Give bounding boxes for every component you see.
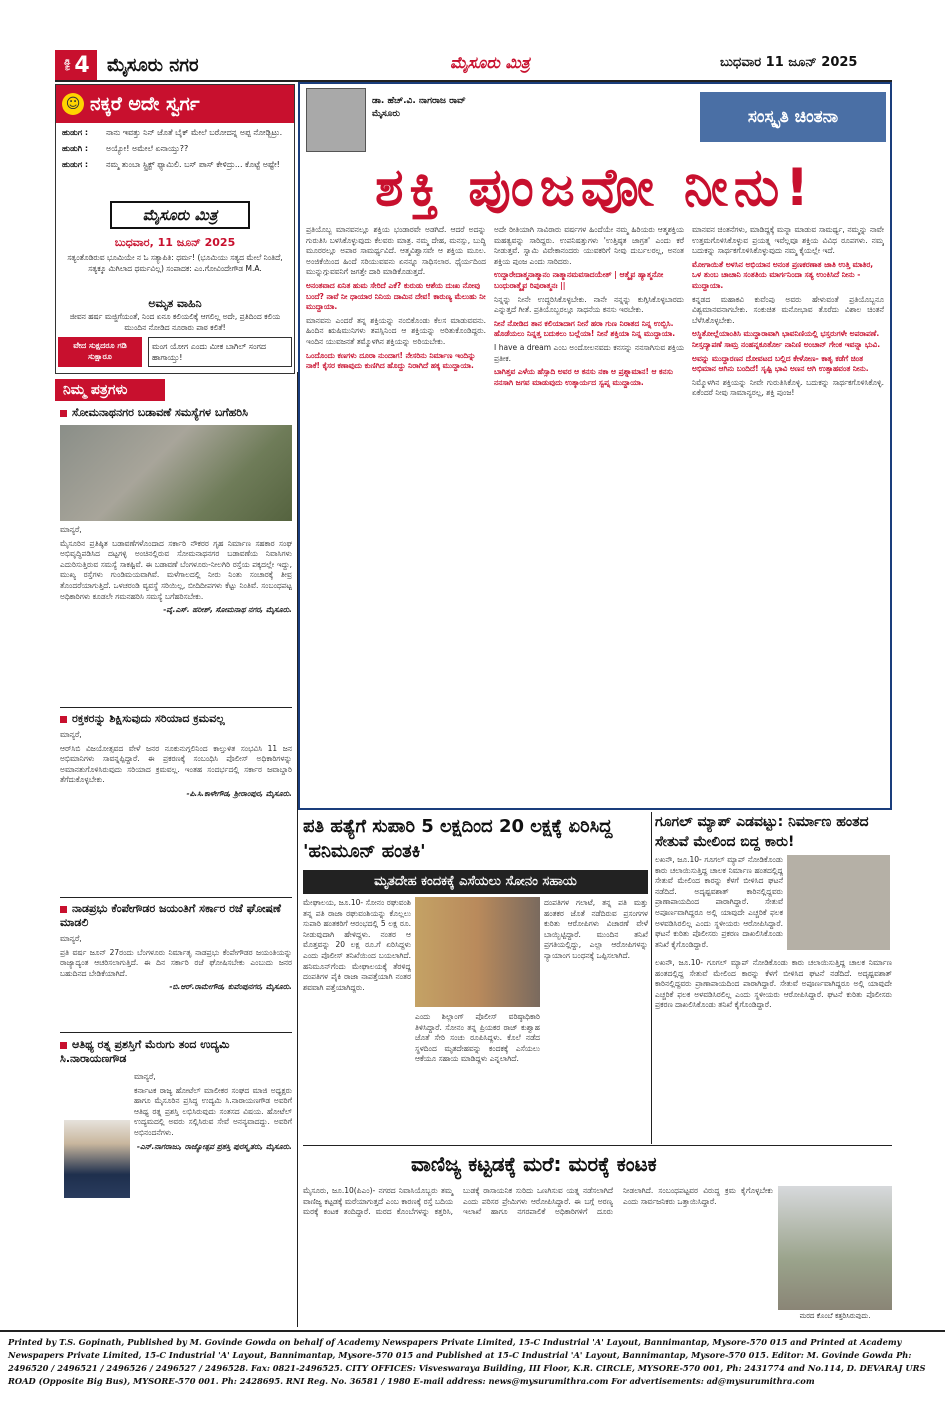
joke-line [56, 143, 294, 155]
letter-body: ಮಾನ್ಯರೆ, ಕರ್ನಾಟಕ ರಾಜ್ಯ ಹೋಟೆಲ್ ಮಾಲೀಕರ ಸಂಘದ ಮಾಜಿ ಅಧ್ಯಕ್ಷರು ಹಾಗೂ ಮೈಸೂರಿನ ಪ್ರಸಿದ್ಧ ಉದ್ಯಮಿ ಸಿ.ನಾರಾಯಣಗೌಡ ಅವರಿಗೆ ಆತಿಥ್ಯ ರತ್ನ ಪ್ರಶಸ್ತಿ ಲಭಿಸಿರುವುದು ಸಂತಸದ ವಿಷಯ. ಹೋಟೆಲ್ ಉದ್ಯಮದಲ್ಲಿ ಅವರು ಸಲ್ಲಿಸಿರುವ ಸೇವೆ ಅನನ್ಯವಾದದ್ದು. ಅವರಿಗೆ ಅಭಿನಂದನೆಗಳು. -ಎನ್.ನಾಗರಾಜು, ರಾಜ್ಯೋತ್ಸವ ಪ್ರಶಸ್ತಿ ಪುರಸ್ಕೃತರು, ಮೈಸೂರು. [134, 1072, 292, 1151]
panchanga-date: ಬುಧವಾರ, 11 ಜೂನ್ 2025 [114, 236, 236, 249]
joke-speaker: ಹುಡುಗಿ : [62, 144, 89, 153]
divider [60, 707, 292, 708]
divider [303, 1145, 892, 1146]
proverb-right: ಮಂಗ ಯೋಗ ಎಂದು ಮೀಕ ಬಾಗಿಲ್ ಸಂಗದ ಹಾಗಾಯ್ತು! [148, 337, 292, 367]
feature-headline: ಶಕ್ತಿ ಪುಂಜವೋ ನೀನು! [375, 158, 815, 218]
bullet-square-icon [60, 1042, 67, 1049]
joke-line [56, 159, 294, 171]
page-number-badge [55, 50, 97, 80]
joke-text: ನಾನು ಇವತ್ತು ನಿನ್ ಜೊತೆ ಬೈಕ್ ಮೇಲೆ ಬರೋದನ್ನ ಅಪ್ಪ ನೋಡ್ಬಿಟ್ರು. [106, 128, 283, 137]
honeymoon-column-1: ಮೇಘಾಲಯ, ಜೂ.10- ಸೋನಂ ರಘುವಂಶಿ ತನ್ನ ಪತಿ ರಾಜಾ ರಘುವಂಶಿಯನ್ನು ಕೊಲ್ಲಲು ಸುಪಾರಿ ಹಂತಕರಿಗೆ ಆರಂಭದಲ್ಲಿ 5 ಲಕ್ಷ ರೂ. ನೀಡುವುದಾಗಿ ಹೇಳಿದ್ದಳು. ನಂತರ ಆ ಮೊತ್ತವನ್ನು 20 ಲಕ್ಷ ರೂ.ಗೆ ಏರಿಸಿದ್ದಳು ಎಂದು ಪೊಲೀಸ್ ತನಿಖೆಯಿಂದ ಬಯಲಾಗಿದೆ. ಹನಿಮೂನ್‌ಗೆಂದು ಮೇಘಾಲಯಕ್ಕೆ ತೆರಳಿದ್ದ ದಂಪತಿಗಳ ಪೈಕಿ ರಾಜಾ ನಾಪತ್ತೆಯಾಗಿ ನಂತರ ಶವವಾಗಿ ಪತ್ತೆಯಾಗಿದ್ದರು. [303, 898, 411, 992]
joke-speaker: ಹುಡುಗ : [62, 128, 89, 137]
letter-body: ಮಾನ್ಯರೆ, ಆರ್‌ಸಿಬಿ ವಿಜಯೋತ್ಸವದ ವೇಳೆ ಜನರ ನೂಕುನುಗ್ಗಲಿನಿಂದ ಕಾಲ್ತುಳಿತ ಸಂಭವಿಸಿ 11 ಜನ ಅಭಿಮಾನಿಗಳು ಸಾವನ್ನಪ್ಪಿದ್ದಾರೆ. ಈ ಪ್ರಕರಣಕ್ಕೆ ಸಂಬಂಧಿಸಿ ಪೊಲೀಸ್ ಅಧಿಕಾರಿಗಳನ್ನು ಅಮಾನತುಗೊಳಿಸಿರುವುದು ಸರಿಯಾದ ಕ್ರಮವಲ್ಲ. ಇಂತಹ ಸಂದರ್ಭದಲ್ಲಿ ಸರ್ಕಾರ ಜವಾಬ್ದಾರಿ ತೆಗೆದುಕೊಳ್ಳಬೇಕು. -ಪಿ.ಸಿ.ಕಾಳೇಗೌಡ, ಶ್ರೀರಾಂಪುರ, ಮೈಸೂರು. [60, 730, 292, 798]
joke-speaker: ಹುಡುಗ : [62, 160, 89, 169]
section-title: ಮೈಸೂರು ನಗರ [107, 54, 199, 76]
issue-date: ಬುಧವಾರ 11 ಜೂನ್ 2025 [720, 55, 858, 70]
page-label: ಪುಟ [63, 59, 73, 71]
honeymoon-column-3: ದಂಪತಿಗಳ ಗಲಾಟೆ, ತನ್ನ ಪತಿ ಮತ್ತು ಹಂತಕರ ಜೊತೆ ನಡೆದಿರುವ ಪ್ರಸಂಗಗಳ ಕುರಿತು ಆರೋಪಿಗಳು ವಿಚಾರಣೆ ವೇಳೆ ಬಾಯ್ಬಿಟ್ಟಿದ್ದಾರೆ. ಮುಂದಿನ ತನಿಖೆ ಪ್ರಗತಿಯಲ್ಲಿದ್ದು, ಎಲ್ಲಾ ಆರೋಪಿಗಳನ್ನು ನ್ಯಾಯಾಂಗ ಬಂಧನಕ್ಕೆ ಒಪ್ಪಿಸಲಾಗಿದೆ. [544, 898, 648, 960]
photo-caption: ಮರದ ಕೊಂಬೆ ಕತ್ತರಿಸಿರುವುದು. [799, 1312, 871, 1320]
author-name: ಡಾ. ಹೆಚ್.ವಿ. ನಾಗರಾಜ ರಾವ್ [372, 96, 466, 106]
paper-logo: ಮೈಸೂರು ಮಿತ್ರ [110, 201, 250, 229]
imprint-footer: Printed by T.S. Gopinath, Published by M. Govinde Gowda on behalf of Academy Newspapers Private Limited, 15-C Industrial 'A' Layout, Bannimantap, Mysore-570 015 and Printed at Academy Newspapers Private Limited, 15-C Industrial 'A' Layout, Bannimantap, Mysore-570 015 and Published at 15-C Industrial 'A' Layout, Bannimantap, Mysore-570 015. Editor: M. Govinde Gowda Ph: 2496520 / 2496521 / 2496526 / 2496527 / 2496528. Fax: 0821-2496525. CITY OFFICES: Visveswaraya Building, III Floor, K.R. CIRCLE, MYSORE-570 001, Ph: 2431774 and No.114, D. DEVARAJ URS ROAD (Opposite Big Bus), MYSORE-570 001. Ph: 2428695. RNI Reg. No. 36581 / 1980 E-mail address: news@mysurumithra.com For advertisements: ad@mysurumithra.com [0, 1330, 945, 1424]
googlemaps-body: ಲಖನೌ, ಜೂ.10- ಗೂಗಲ್ ಮ್ಯಾಪ್ ನೋಡಿಕೊಂಡು ಕಾರು ಚಲಾಯಿಸುತ್ತಿದ್ದ ಚಾಲಕ ನಿರ್ಮಾಣ ಹಂತದಲ್ಲಿದ್ದ ಸೇತುವೆ ಮೇಲಿಂದ ಕಾರನ್ನು ಕೆಳಗೆ ಬೀಳಿಸಿದ ಘಟನೆ ನಡೆದಿದೆ. ಅದೃಷ್ಟವಶಾತ್ ಕಾರಿನಲ್ಲಿದ್ದವರು ಪ್ರಾಣಾಪಾಯದಿಂದ ಪಾರಾಗಿದ್ದಾರೆ. ಸೇತುವೆ ಅಪೂರ್ಣವಾಗಿದ್ದರೂ ಅಲ್ಲಿ ಯಾವುದೇ ಎಚ್ಚರಿಕೆ ಫಲಕ ಅಳವಡಿಸಿರಲಿಲ್ಲ ಎಂದು ಸ್ಥಳೀಯರು ಆರೋಪಿಸಿದ್ದಾರೆ. ಘಟನೆ ಕುರಿತು ಪೊಲೀಸರು ಪ್ರಕರಣ ದಾಖಲಿಸಿಕೊಂಡು ತನಿಖೆ ಕೈಗೊಂಡಿದ್ದಾರೆ. [655, 958, 892, 1010]
divider [60, 897, 292, 898]
joke-text: ಅಯ್ಯೋ! ಅಮೇಲೆ ಏನಾಯ್ತು?? [106, 144, 189, 153]
column-name: ಸಂಸ್ಕೃತಿ ಚಿಂತನಾ [700, 92, 886, 142]
letter-title: ರಕ್ತಕರನ್ನು ಶಿಕ್ಷಿಸುವುದು ಸರಿಯಾದ ಕ್ರಮವಲ್ಲ [60, 712, 296, 726]
letter-body: ಮಾನ್ಯರೆ, ಮೈಸೂರಿನ ಪ್ರತಿಷ್ಠಿತ ಬಡಾವಣೆಗಳೊಂದಾದ ಸರ್ಕಾರಿ ನೌಕರರ ಗೃಹ ನಿರ್ಮಾಣ ಸಹಕಾರ ಸಂಘ ಅಭಿವೃದ್ಧಿಪಡಿಸಿದ ದಟ್ಟಗಳ್ಳಿ ಅಂಚಿನಲ್ಲಿರುವ ಸೋಮನಾಥನಗರ ಬಡಾವಣೆಯ ನಿವಾಸಿಗಳು ಎದುರಿಸುತ್ತಿರುವ ಸಮಸ್ಯೆ ಸಾಕಷ್ಟಿವೆ. ಈ ಬಡಾವಣೆ ಬೆಂಗಳೂರು-ನೀಲಗಿರಿ ರಸ್ತೆಯ ಪಕ್ಕದಲ್ಲೇ ಇದ್ದು, ಮುಖ್ಯ ರಸ್ತೆಗಳು ಗುಂಡಿಮಯವಾಗಿವೆ. ಮಳೆಗಾಲದಲ್ಲಿ ನೀರು ನಿಂತು ಸಂಚಾರಕ್ಕೆ ತೀವ್ರ ತೊಂದರೆಯಾಗುತ್ತಿದೆ. ಒಳಚರಂಡಿ ವ್ಯವಸ್ಥೆ ಸರಿಯಿಲ್ಲ, ಬೀದಿದೀಪಗಳು ಕೆಟ್ಟು ನಿಂತಿವೆ. ಸಂಬಂಧಪಟ್ಟ ಅಧಿಕಾರಿಗಳು ಕೂಡಲೇ ಗಮನಹರಿಸಿ ಸಮಸ್ಯೆ ಬಗೆಹರಿಸಬೇಕು. -ವೈ.ಎಸ್. ಹರೀಶ್, ಸೋಮನಾಥ ನಗರ, ಮೈಸೂರು. [60, 525, 292, 615]
column-rule [651, 812, 652, 1144]
feature-column-3: ಮಾನವನ ಚಿಂತನೆಗಳು, ಮಾಡಿದ್ದಕ್ಕೆ ಮನ್ನಾ ಮಾಡುವ ಸಾಮರ್ಥ್ಯ, ನಮ್ಮನ್ನು ನಾವೇ ಉತ್ತಮಗೊಳಿಸಿಕೊಳ್ಳುವ ಪ್ರಯತ್ನ ಇವೆಲ್ಲವೂ ಶಕ್ತಿಯ ವಿವಿಧ ರೂಪಗಳು. ನಮ್ಮ ಬದುಕನ್ನು ಸಾರ್ಥಕಗೊಳಿಸಿಕೊಳ್ಳುವುದು ನಮ್ಮ ಕೈಯಲ್ಲೇ ಇದೆ. ಮೋಗಾಯಿತೆ ಅಳಸಿನ ಅಭಿಯಾನ ಅನಂತ ಪ್ರಣಕರಣಾತ ಜಾತಿ ಉತ್ತಿ ಮಾತಿರ, ಒಳ ತುಂಬ ಚಾಚಾನಿ ಸಂತತಿಯ ಮಾರ್ಗನಿಂದಾ ಸತ್ಯ ಉಂಕಿಸಿದೆ ನೀನು - ಮುದ್ದಾಯಾ. ಕನ್ನಡದ ಮಹಾಕವಿ ಕುವೆಂಪು ಅವರು ಹೇಳುವಂತೆ ಪ್ರತಿಯೊಬ್ಬನೂ ವಿಶ್ವಮಾನವನಾಗಬೇಕು. ಸಂಕುಚಿತ ಮನೋಭಾವ ತೊರೆದು ವಿಶಾಲ ಚಿಂತನೆ ಬೆಳೆಸಿಕೊಳ್ಳಬೇಕು. ಅಸ್ಥಿತೋಲ್ಲೆಯಾಂತಿಸಿ ಮುದ್ದಾರಾವಾಗಿ ಭಾವನಿಣಿಯಲ್ಲಿ ಭಸ್ತರುಗಳೇ ಅಪರಾಪಣೆ. ನೀಸ್ತದ್ಯಾಪಣೆ ಸಾಮ್ರ ನಂಹನ್ನಕೂರ್ತೋ ನಾನಿಣಿ ಅಂಚಾನ್ ಗೇಂಕ ಇವನ್ನಾ ಭುವಿ. ಅವನ್ನು ಮುದ್ದಾರಣನ ದೋವಟದ ಬಲ್ಲಿದ ಕೇಳೋಣ- ಕಾತೃ ಕಡೆಗೆ ಚಿಂತ ಅಭಿಮಾನ ಆಗಿನು ಬಂದಿದೆ! ಸೃಷ್ಟಿ ಭಾವಿ ಅಣನ ಆಗಿ ಉತ್ಸಾಹವಂತ ನೀನು. ನಿಮ್ಮೊಳಗಿನ ಶಕ್ತಿಯನ್ನು ನೀವೇ ಗುರುತಿಸಿಕೊಳ್ಳಿ. ಬದುಕನ್ನು ಸಾರ್ಥಕಗೊಳಿಸಿಕೊಳ್ಳಿ. ಏಕೆಂದರೆ ನೀವು ಸಾಮಾನ್ಯರಲ್ಲ, ಶಕ್ತಿ ಪುಂಜ! [692, 225, 884, 398]
googlemaps-body-top: ಲಖನೌ, ಜೂ.10- ಗೂಗಲ್ ಮ್ಯಾಪ್ ನೋಡಿಕೊಂಡು ಕಾರು ಚಲಾಯಿಸುತ್ತಿದ್ದ ಚಾಲಕ ನಿರ್ಮಾಣ ಹಂತದಲ್ಲಿದ್ದ ಸೇತುವೆ ಮೇಲಿಂದ ಕಾರನ್ನು ಕೆಳಗೆ ಬೀಳಿಸಿದ ಘಟನೆ ನಡೆದಿದೆ. ಅದೃಷ್ಟವಶಾತ್ ಕಾರಿನಲ್ಲಿದ್ದವರು ಪ್ರಾಣಾಪಾಯದಿಂದ ಪಾರಾಗಿದ್ದಾರೆ. ಸೇತುವೆ ಅಪೂರ್ಣವಾಗಿದ್ದರೂ ಅಲ್ಲಿ ಯಾವುದೇ ಎಚ್ಚರಿಕೆ ಫಲಕ ಅಳವಡಿಸಿರಲಿಲ್ಲ ಎಂದು ಸ್ಥಳೀಯರು ಆರೋಪಿಸಿದ್ದಾರೆ. ಘಟನೆ ಕುರಿತು ಪೊಲೀಸರು ಪ್ರಕರಣ ದಾಖಲಿಸಿಕೊಂಡು ತನಿಖೆ ಕೈಗೊಂಡಿದ್ದಾರೆ. [655, 855, 783, 949]
pothole-road-photo [60, 425, 292, 521]
page-number: 4 [74, 52, 90, 78]
honeymoon-column-2: ಎಂದು ಶಿಲ್ಲಾಂಗ್ ಪೊಲೀಸ್ ವರಿಷ್ಠಾಧಿಕಾರಿ ತಿಳಿಸಿದ್ದಾರೆ. ಸೋನಂ ತನ್ನ ಪ್ರಿಯಕರ ರಾಜ್ ಕುಶ್ವಾಹ ಜೊತೆ ಸೇರಿ ಸಂಚು ರೂಪಿಸಿದ್ದಳು. ಕೊಲೆ ನಡೆದ ಸ್ಥಳದಿಂದ ಮೃತದೇಹವನ್ನು ಕಂದಕಕ್ಕೆ ಎಸೆಯಲು ಆಕೆಯೂ ಸಹಾಯ ಮಾಡಿದ್ದಳು ಎನ್ನಲಾಗಿದೆ. [415, 1012, 540, 1064]
feature-column-1: ಪ್ರತಿಯೊಬ್ಬ ಮಾನವನಲ್ಲೂ ಶಕ್ತಿಯ ಭಂಡಾರವೇ ಅಡಗಿದೆ. ಆದರೆ ಅದನ್ನು ಗುರುತಿಸಿ ಬಳಸಿಕೊಳ್ಳುವುದು ಕೆಲವರು ಮಾತ್ರ. ನಮ್ಮ ದೇಹ, ಮನಸ್ಸು, ಬುದ್ಧಿ ಮೂರರಲ್ಲೂ ಅಪಾರ ಸಾಮರ್ಥ್ಯವಿದೆ. ಆತ್ಮವಿಶ್ವಾಸವೇ ಆ ಶಕ್ತಿಯ ಮೂಲ. ಅಂಜಿಕೆಯಿಂದ ಹಿಂದೆ ಸರಿಯುವವನು ಏನನ್ನೂ ಸಾಧಿಸಲಾರ. ಧೈರ್ಯದಿಂದ ಮುನ್ನುಗ್ಗುವವನಿಗೆ ಜಗತ್ತೇ ದಾರಿ ಮಾಡಿಕೊಡುತ್ತದೆ. ಅನಂತವಾದ ಏನಿತ ಹುಮ ಸೇರಿದೆ ಎಕೆ? ಕುರುಡು ಆಶೆಯ ದುಃಖ ನೋವು ಬಂದೆ? ನಾವೆ ನೀ ಧಾಯಾರ ನಿನಿಯ ದಾಮಿನ ದೇವ! ಕಾರುಣ್ಯ ಮೆಲುಹು ನೀ ಮುದ್ದಾಯಾ. ಮಾನವನು ಎಂದರೆ ತನ್ನ ಶಕ್ತಿಯನ್ನು ನಂಬಿಕೊಂಡು ಕೆಲಸ ಮಾಡುವವನು. ಹಿಂದಿನ ಋಷಿಮುನಿಗಳು ತಪಸ್ಸಿನಿಂದ ಆ ಶಕ್ತಿಯನ್ನು ಅರಿತುಕೊಂಡಿದ್ದರು. ಇಂದಿನ ಯುವಜನತೆ ತಮ್ಮೊಳಗಿನ ಶಕ್ತಿಯನ್ನು ಅರಿಯಬೇಕು. ಒಂದೊಂದು ಕಣಗಳು ದೂರಾ ನುಂದಾಗ! ನೇಸರಿನು ನಿರ್ಮಾಣ ಇಂದಿನ್ನು ನಾಕೆ! ಕೈಸರ ಕಣಾವುದು ಕುಣಿಗಿದ ಹೊದ್ದು ನಿರಾಗಿದೆ ಹಕ್ಕ ಮುದ್ದಾಯಾ. [306, 225, 486, 371]
amrutha-text: ಜೀವನ ಹರ್ಷ ಮಜ್ಜಿಗೆಯಂತೆ, ನಿಂದ ಏನೂ ಕಲಿಯಲಿಕ್ಕೆ ಆಗಲಿಲ್ಲ ಅದೇ, ಪ್ರತಿದಿಂದ ಕಲಿಯ ಮುಂದಿನ ನೋಡಿದ ನೂರಾರು ಪಾಠ ಕಲಿತೆ! [69, 312, 281, 332]
letters-header: ನಿಮ್ಮ ಪತ್ರಗಳು [55, 379, 165, 401]
letter-title: ಸೋಮನಾಥನಗರ ಬಡಾವಣೆ ಸಮಸ್ಯೆಗಳ ಬಗೆಹರಿಸಿ [60, 406, 296, 420]
letter-title: ಆತಿಥ್ಯ ರತ್ನ ಪ್ರಶಸ್ತಿಗೆ ಮೆರುಗು ತಂದ ಉದ್ಯಮಿ ಸಿ.ನಾರಾಯಣಗೌಡ [60, 1038, 230, 1065]
bullet-square-icon [60, 410, 67, 417]
joke-text: ನಮ್ಮ ತುಂಬಾ ಸ್ಟ್ರಿಕ್ಟ್ ಫ್ಯಾಮಿಲಿ. ಬಸ್ ಪಾಸ್ ಕೇಳಿದ್ರು... ಕೊಟ್ಟೆ ಅಷ್ಟೇ! [106, 160, 280, 169]
couple-photo [415, 897, 540, 1007]
section-header [55, 50, 295, 80]
vanijya-body: ಮೈಸೂರು, ಜೂ.10(ಪಿಎಂ)- ನಗರದ ನಿವಾಸಿಯೊಬ್ಬರು ತಮ್ಮ ವಾಣಿಜ್ಯ ಕಟ್ಟಡಕ್ಕೆ ಮರೆಯಾಗುತ್ತದೆ ಎಂಬ ಕಾರಣಕ್ಕೆ ರಸ್ತೆ ಬದಿಯ ಮರಕ್ಕೆ ಕಂಟಕ ತಂದಿದ್ದಾರೆ. ಮರದ ಕೊಂಬೆಗಳನ್ನು ಕತ್ತರಿಸಿ, ಬುಡಕ್ಕೆ ರಾಸಾಯನಿಕ ಸುರಿದು ಒಣಗಿಸುವ ಯತ್ನ ನಡೆಸಲಾಗಿದೆ ಎಂದು ಪರಿಸರ ಪ್ರೇಮಿಗಳು ಆರೋಪಿಸಿದ್ದಾರೆ. ಈ ಬಗ್ಗೆ ಅರಣ್ಯ ಇಲಾಖೆ ಹಾಗೂ ನಗರಪಾಲಿಕೆ ಅಧಿಕಾರಿಗಳಿಗೆ ದೂರು ನೀಡಲಾಗಿದೆ. ಸಂಬಂಧಪಟ್ಟವರ ವಿರುದ್ಧ ಕ್ರಮ ಕೈಗೊಳ್ಳಬೇಕು ಎಂದು ಸಾರ್ವಜನಿಕರು ಒತ್ತಾಯಿಸಿದ್ದಾರೆ. [303, 1186, 773, 1217]
letter-title: ನಾಡಪ್ರಭು ಕೆಂಪೇಗೌಡರ ಜಯಂತಿಗೆ ಸರ್ಕಾರ ರಜೆ ಘೋಷಣೆ ಮಾಡಲಿ [60, 902, 281, 929]
googlemaps-headline: ಗೂಗಲ್ ಮ್ಯಾಪ್ ಎಡವಟ್ಟು: ನಿರ್ಮಾಣ ಹಂತದ ಸೇತುವೆ ಮೇಲಿಂದ ಬಿದ್ದ ಕಾರು! [655, 814, 869, 850]
author-place: ಮೈಸೂರು [372, 109, 400, 119]
feature-column-2: ಅದೇ ರೀತಿಯಾಗಿ ಸಾವಿರಾರು ವರ್ಷಗಳ ಹಿಂದೆಯೇ ನಮ್ಮ ಹಿರಿಯರು ಆತ್ಮಶಕ್ತಿಯ ಮಹತ್ವವನ್ನು ಸಾರಿದ್ದರು. ಉಪನಿಷತ್ತುಗಳು 'ಉತ್ತಿಷ್ಠತ ಜಾಗ್ರತ' ಎಂದು ಕರೆ ನೀಡುತ್ತವೆ. ಸ್ವಾಮಿ ವಿವೇಕಾನಂದರು ಯುವಕರಿಗೆ ನೀವು ದುರ್ಬಲರಲ್ಲ, ಅನಂತ ಶಕ್ತಿಯ ಪುಂಜ ಎಂದು ಸಾರಿದರು. ಉದ್ದಾರೇದಾತ್ಮನಾತ್ಮಾನಂ ನಾತ್ಮಾನಮವಸಾದಯೇತ್ | ಆತ್ಮೈವ ಹ್ಯಾತ್ಮನೋ ಬಂಧುರಾತ್ಮೈವ ರಿಪುರಾತ್ಮನಃ || ನಿನ್ನನ್ನು ನೀನೇ ಉದ್ಧರಿಸಿಕೊಳ್ಳಬೇಕು. ನಾನೇ ನನ್ನನ್ನು ಕುಗ್ಗಿಸಿಕೊಳ್ಳಬಾರದು ಎನ್ನುತ್ತದೆ ಗೀತೆ. ಪ್ರತಿಯೊಬ್ಬರಲ್ಲೂ ಸಾಧನೆಯ ಕನಸು ಇರಬೇಕು. ನೀನೆ ನೋಡಿದ ತಾನ ಕಲಿಯಾದಾಗ ನೀನೆ ಹರಾ ಗುಣ ನಿರಾತದ ನಿನ್ನ ಉಬ್ಬಿಸಿ. ಹೊಡೆಯಲು ನಿನ್ನತ್ತ ಬದುಕಲು ಬಲ್ಲೆಯಾ! ನೀನೆ ಶಕ್ತಿಯಾ ನಿನ್ನ ಮುದ್ದಾಯಾ. I have a dream ಎಂಬ ಅಂದೋಲನವದು ಕನಸನ್ನು ನನಸಾಗಿಸುವ ಶಕ್ತಿಯ ಪ್ರತೀಕ. ಬಾಗಿತ್ತವ ಎಳೆಯ ಹೆಸ್ಸಾದಿ ಅವರ ಆ ಕನಸು ನಕಾ ಆ ಪ್ರಶ್ನಾಮಾನ! ಆ ಕನಸು ನನಸಾಗಿ ಜಗವ ಮಾಡುವುದು ಉತ್ಕಾರ್ಯದ ಸ್ವಪ್ನ ಮುದ್ದಾಯಾ. [494, 225, 684, 387]
joke-line [56, 127, 294, 139]
laughing-face-icon: ☺ [62, 93, 84, 115]
vanijya-headline: ವಾಣಿಜ್ಯ ಕಟ್ಟಡಕ್ಕೆ ಮರೆ: ಮರಕ್ಕೆ ಕಂಟಕ [411, 1152, 657, 1176]
divider [60, 1032, 292, 1033]
bullet-square-icon [60, 716, 67, 723]
tree-photo [778, 1186, 892, 1310]
honeymoon-headline: ಪತಿ ಹತ್ಯೆಗೆ ಸುಪಾರಿ 5 ಲಕ್ಷದಿಂದ 20 ಲಕ್ಷಕ್ಕೆ ಏರಿಸಿದ್ದ 'ಹನಿಮೂನ್ ಹಂತಕಿ' [303, 816, 613, 862]
joke-title: ನಕ್ಕರೆ ಅದೇ ಸ್ವರ್ಗ [90, 93, 200, 115]
paper-name: ಮೈಸೂರು ಮಿತ್ರ [450, 53, 530, 72]
joke-header [56, 85, 294, 123]
author-byline [372, 95, 466, 121]
author-photo [306, 88, 366, 152]
bullet-square-icon [60, 906, 67, 913]
amrutha-title: ಅಮೃತ ವಾಹಿನಿ [148, 297, 202, 310]
fallen-car-photo [787, 855, 890, 950]
letter-body: ಮಾನ್ಯರೆ, ಪ್ರತಿ ವರ್ಷ ಜೂನ್ 27ರಂದು ಬೆಂಗಳೂರು ನಿರ್ಮಾತೃ ನಾಡಪ್ರಭು ಕೆಂಪೇಗೌಡರ ಜಯಂತಿಯನ್ನು ರಾಜ್ಯಾದ್ಯಂತ ಆಚರಿಸಲಾಗುತ್ತಿದೆ. ಈ ದಿನ ಸರ್ಕಾರಿ ರಜೆ ಘೋಷಿಸಬೇಕು ಎಂಬುದು ಜನರ ಬಹುದಿನದ ಬೇಡಿಕೆಯಾಗಿದೆ. -ಬಿ.ಆರ್.ರಾಮೇಗೌಡ, ಕುವೆಂಪುನಗರ, ಮೈಸೂರು. [60, 934, 292, 992]
panchanga-text: ಸತ್ಯಂತೊಡಿರುವ ಭೂಮಿಯೇ ನ ಓ ಸತ್ಯಾಪಿತಿ: ಧರ್ಮ! (ಭೂಮಿಯು ಸತ್ಯದ ಮೇಲೆ ನಿಂತಿದೆ, ಸತ್ಯಕ್ಕೂ ಮಿಗಿಲಾದ ಧರ್ಮವಿಲ್ಲ) ಸಂಪಾದಕ: ಎಂ.ಗೋವಿಂದೇಗೌಡ M.A. [67, 253, 283, 273]
proverb-left: ವೇದ ಸುಕ್ಷದರೂ ಗಡಿ ಸುಕ್ಷಾರೂ [58, 337, 142, 367]
honeymoon-subhead: ಮೃತದೇಹ ಕಂದಕಕ್ಕೆ ಎಸೆಯಲು ಸೋನಂ ಸಹಾಯ [303, 870, 648, 894]
